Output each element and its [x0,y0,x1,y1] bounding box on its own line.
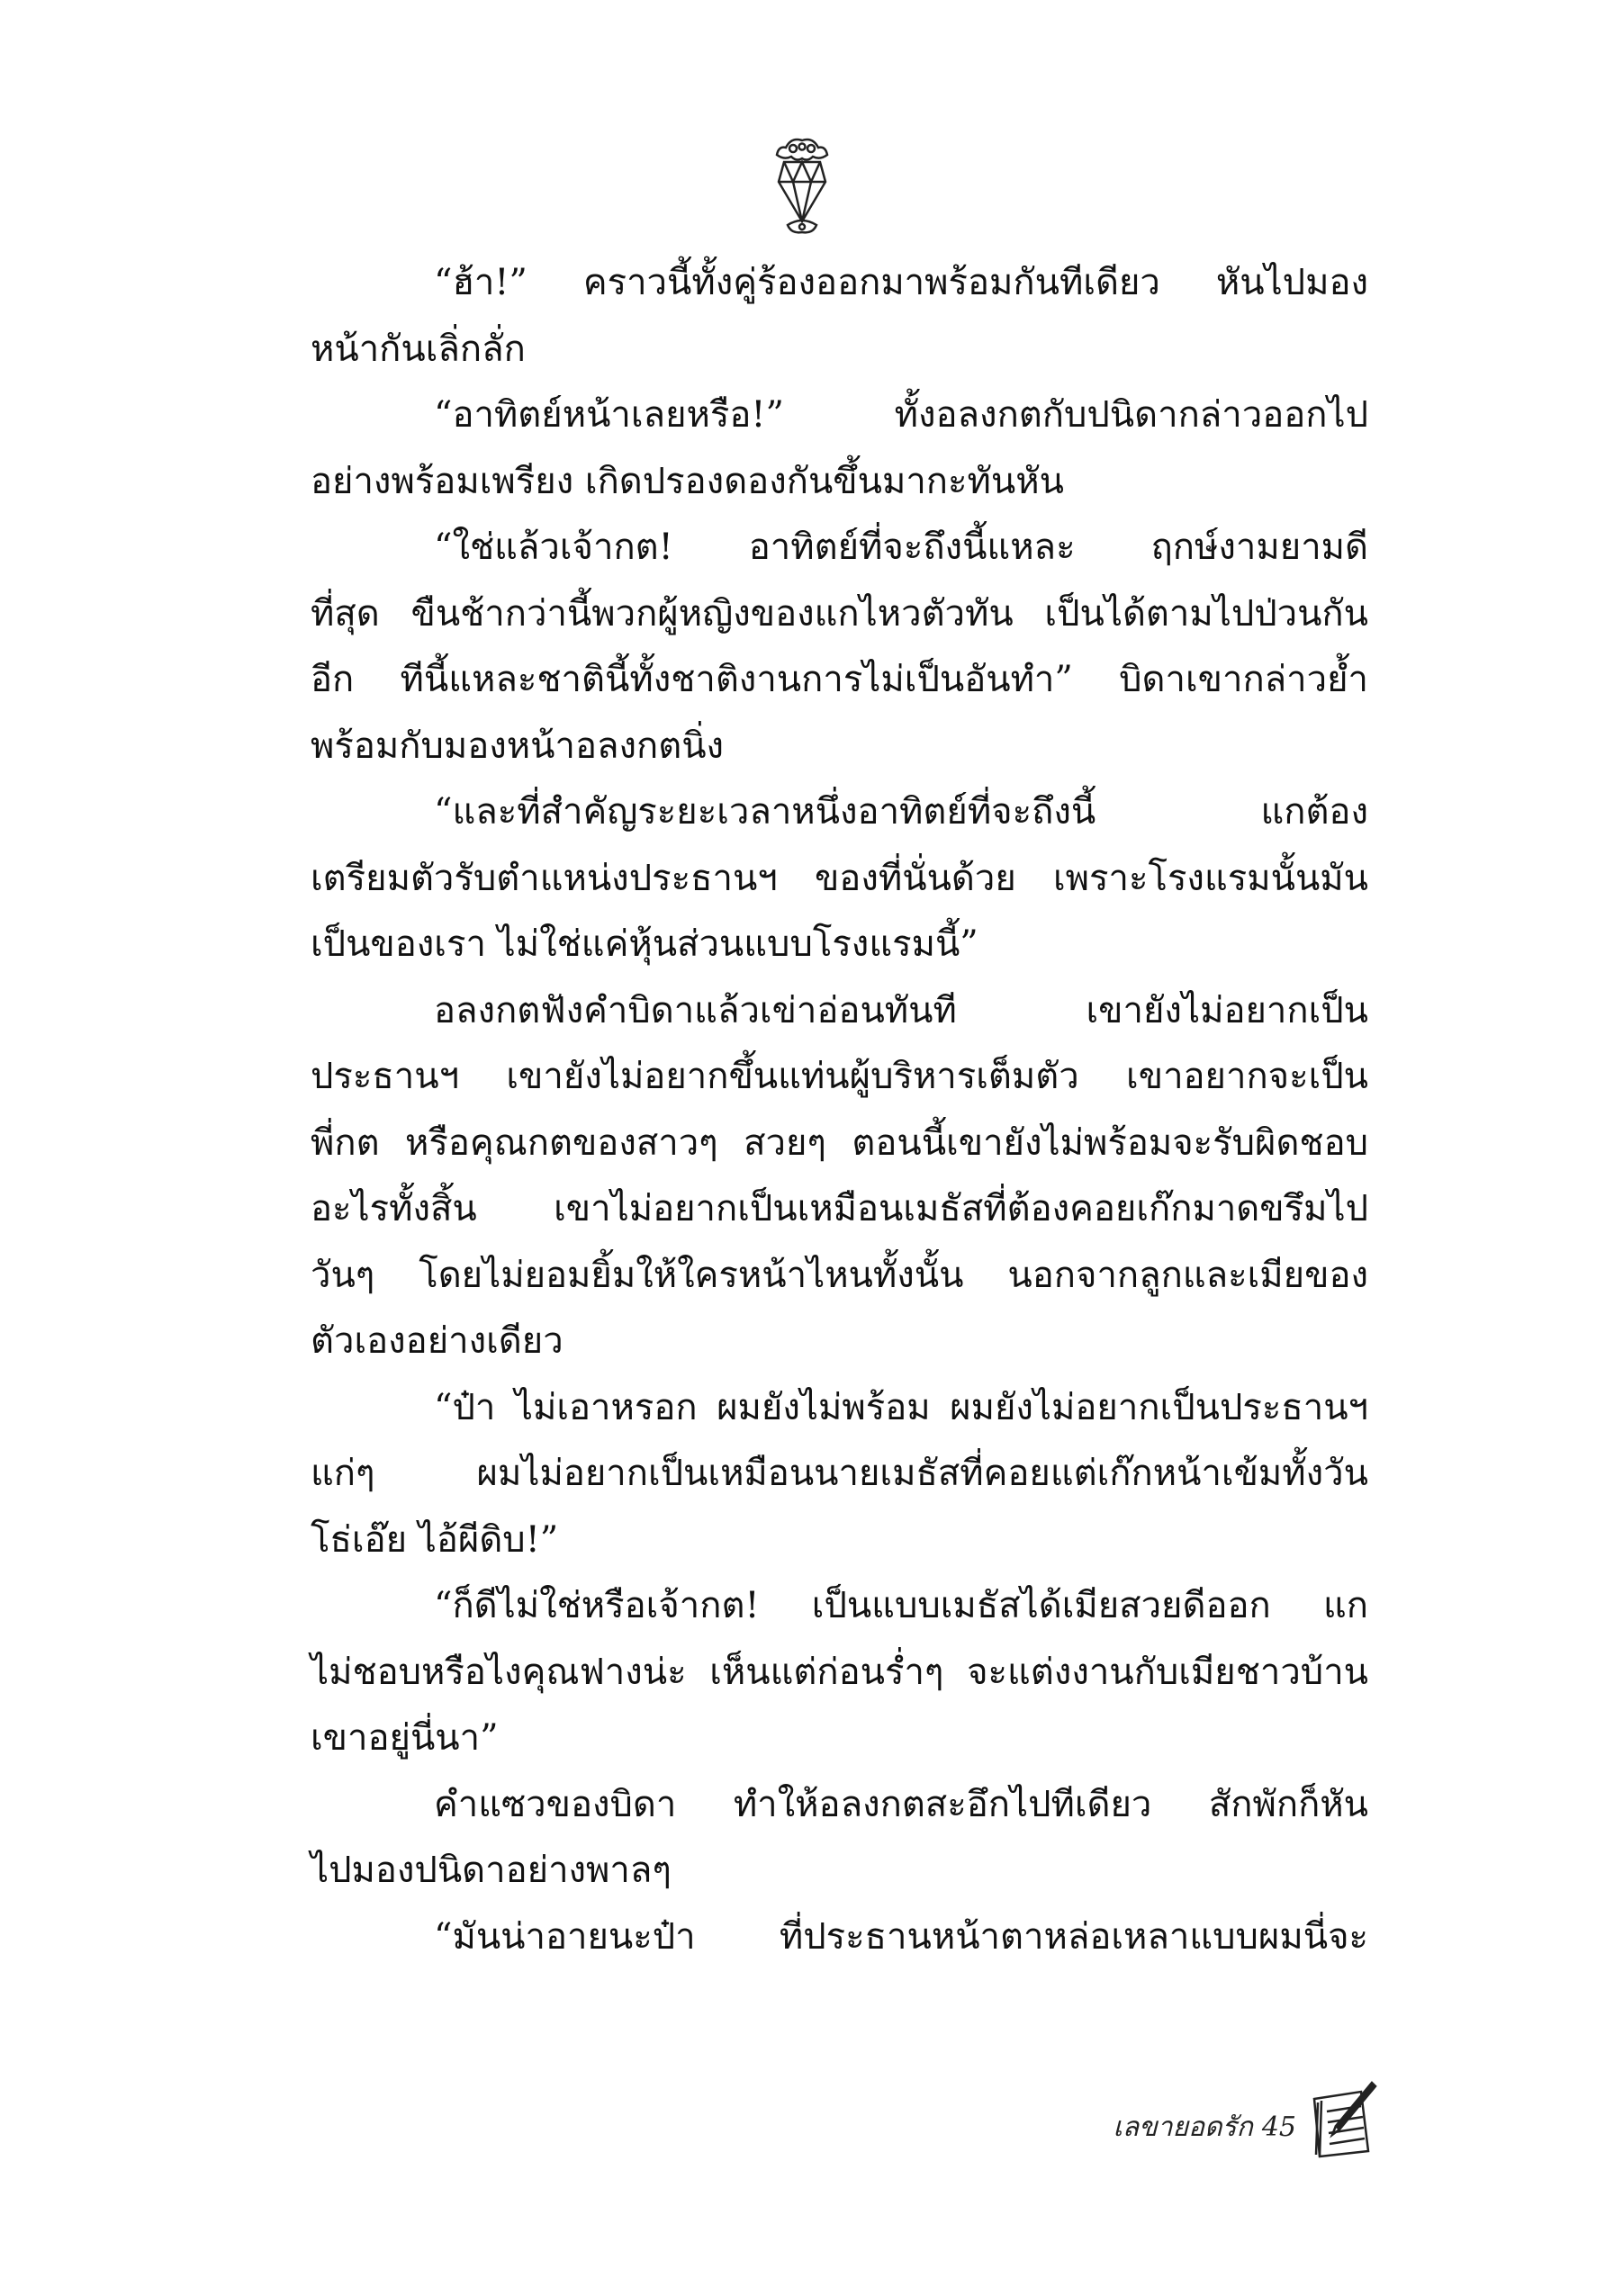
text-line: “ป๋า ไม่เอาหรอก ผมยังไม่พร้อม ผมยังไม่อยากเป็นประธานฯ [434,1386,1368,1428]
page-footer [1035,2079,1377,2160]
text-line: โธ่เอ๊ย ไอ้ผีดิบ!” [311,1518,559,1561]
text-line: อย่างพร้อมเพรียง เกิดปรองดองกันขึ้นมากะทันหัน [311,460,1064,502]
text-line: แก่ๆ ผมไม่อยากเป็นเหมือนนายเมธัสที่คอยแต่เก๊กหน้าเข้มทั้งวัน [311,1453,1368,1494]
text-line: เตรียมตัวรับตำแหน่งประธานฯ ของที่นั่นด้วย เพราะโรงแรมนั้นมัน [311,857,1368,899]
lantern-ornament-icon [766,135,838,243]
text-line: “อาทิตย์หน้าเลยหรือ!” ทั้งอลงกตกับปนิดากล่าวออกไป [434,394,1368,436]
text-line: เป็นของเรา ไม่ใช่แค่หุ้นส่วนแบบโรงแรมนี้” [311,923,978,965]
text-line: วันๆ โดยไม่ยอมยิ้มให้ใครหน้าไหนทั้งนั้น นอกจากลูกและเมียของ [311,1254,1368,1296]
notebook-pen-icon [1305,2079,1377,2160]
chapter-body-text [311,250,1368,1970]
text-line: “และที่สำคัญระยะเวลาหนึ่งอาทิตย์ที่จะถึงนี้ แกต้อง [434,791,1368,833]
text-line: ไม่ชอบหรือไงคุณฟางน่ะ เห็นแต่ก่อนร่ำๆ จะแต่งงานกับเมียชาวบ้าน [311,1651,1368,1693]
text-line: คำแซวของบิดา ทำให้อลงกตสะอึกไปทีเดียว สักพักก็หัน [434,1783,1368,1825]
text-line: อะไรทั้งสิ้น เขาไม่อยากเป็นเหมือนเมธัสที่ต้องคอยเก๊กมาดขรึมไป [311,1188,1368,1229]
text-line: “ใช่แล้วเจ้ากต! อาทิตย์ที่จะถึงนี้แหละ ฤกษ์งามยามดี [434,527,1368,568]
text-line: หน้ากันเลิ่กลั่ก [311,328,526,370]
text-line: พี่กต หรือคุณกตของสาวๆ สวยๆ ตอนนี้เขายังไม่พร้อมจะรับผิดชอบ [311,1121,1368,1164]
text-line: ประธานฯ เขายังไม่อยากขึ้นแท่นผู้บริหารเต็มตัว เขาอยากจะเป็น [311,1056,1368,1097]
page-number: 45 [1261,2111,1296,2143]
text-line: ไปมองปนิดาอย่างพาลๆ [311,1850,672,1891]
text-line: ที่สุด ขืนช้ากว่านี้พวกผู้หญิงของแกไหวตัวทัน เป็นได้ตามไปป่วนกัน [311,592,1368,635]
running-footer [1113,2106,1296,2148]
text-line: ตัวเองอย่างเดียว [311,1320,564,1362]
text-line: อีก ทีนี้แหละชาตินี้ทั้งชาติงานการไม่เป็นอันทำ” บิดาเขากล่าวย้ำ [311,659,1368,700]
text-line: “ฮ้า!” คราวนี้ทั้งคู่ร้องออกมาพร้อมกันทีเดียว หันไปมอง [434,262,1368,303]
text-line: “มันน่าอายนะป๋า ที่ประธานหน้าตาหล่อเหลาแบบผมนี่จะ [434,1915,1368,1958]
text-line: เขาอยู่นี่นา” [311,1717,499,1759]
text-line: อลงกตฟังคำบิดาแล้วเข่าอ่อนทันที เขายังไม่อยากเป็น [434,989,1368,1031]
text-line: “ก็ดีไม่ใช่หรือเจ้ากต! เป็นแบบเมธัสได้เมียสวยดีออก แก [434,1585,1368,1626]
book-title: เลขายอดรัก [1113,2111,1253,2143]
text-line: พร้อมกับมองหน้าอลงกตนิ่ง [311,725,725,767]
